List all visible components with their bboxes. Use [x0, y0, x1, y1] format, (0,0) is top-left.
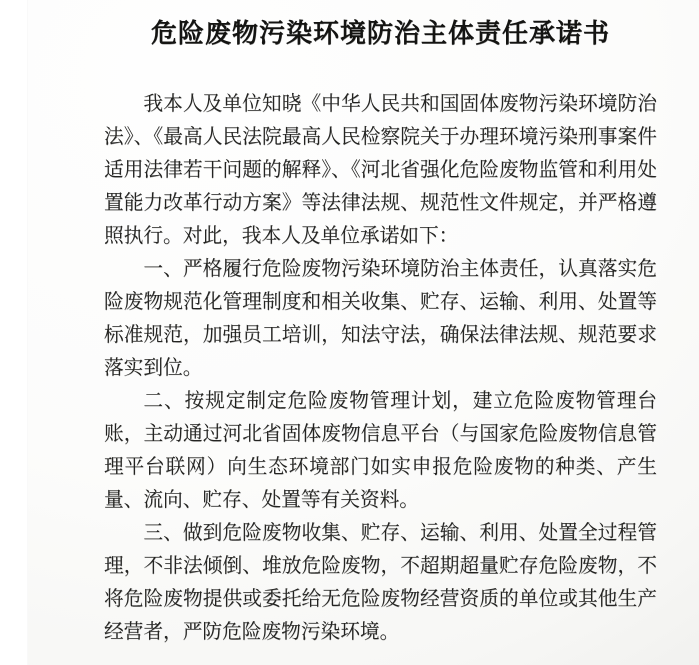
document-content [104, 0, 657, 649]
page-left-edge [0, 0, 28, 665]
paragraph-item-1: 一、严格履行危险废物污染环境防治主体责任，认真落实危险废物规范化管理制度和相关收集、贮存、运输、利用、处置等标准规范，加强员工培训，知法守法，确保法律法规、规范要求落实到位。 [104, 258, 657, 379]
document-body [104, 88, 657, 649]
paragraph-intro: 我本人及单位知晓《中华人民共和国固体废物污染环境防治法》、《最高人民法院最高人民检察院关于办理环境污染刑事案件适用法律若干问题的解释》、《河北省强化危险废物监管和利用处置能力改革行动方案》等法律法规、规范性文件规定，并严格遵照执行。对此，我本人及单位承诺如下： [104, 93, 657, 247]
paragraph-item-3: 三、做到危险废物收集、贮存、运输、利用、处置全过程管理，不非法倾倒、堆放危险废物，不超期超量贮存危险废物，不将危险废物提供或委托给无危险废物经营资质的单位或其他生产经营者，严防危险废物污染环境。 [104, 522, 657, 643]
document-title: 危险废物污染环境防治主体责任承诺书 [150, 19, 610, 48]
paragraph-item-2: 二、按规定制定危险废物管理计划，建立危险废物管理台账，主动通过河北省固体废物信息平台（与国家危险废物信息管理平台联网）向生态环境部门如实申报危险废物的种类、产生量、流向、贮存、处置等有关资料。 [104, 390, 657, 511]
